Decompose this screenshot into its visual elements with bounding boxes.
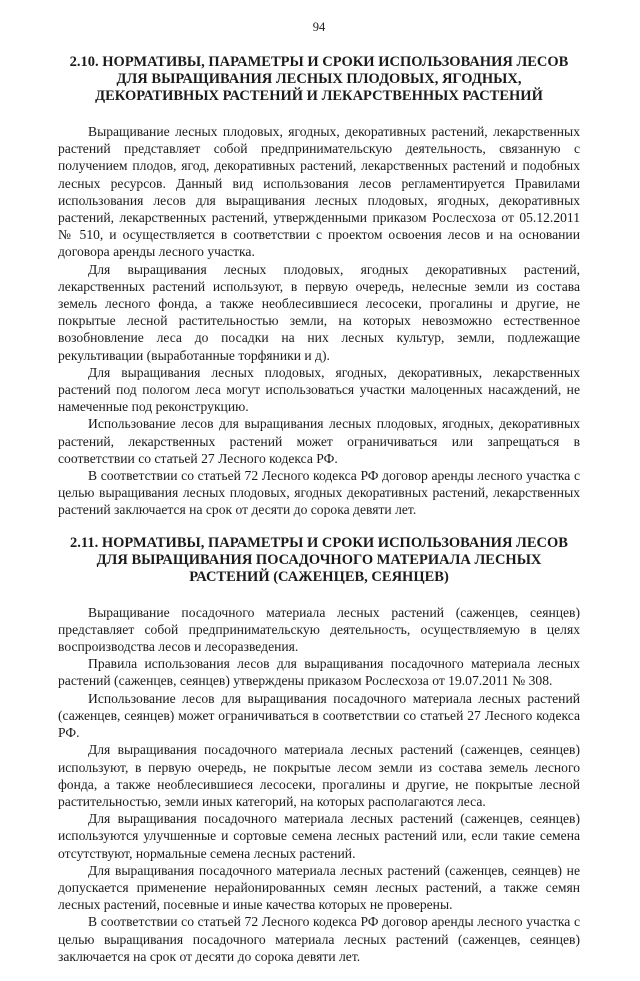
paragraph: Выращивание посадочного материала лесных растений (саженцев, сеянцев) представляет собой предпринимательскую деятельность, осуществляемую в целях воспроизводства лесов и лесоразведения. [58,604,580,655]
paragraph: Для выращивания лесных плодовых, ягодных, декоративных, лекарственных растений под пологом леса могут использоваться участки малоценных насаждений, не намеченные под реконструкцию. [58,364,580,415]
document-page [58,0,580,981]
paragraph: В соответствии со статьей 72 Лесного кодекса РФ договор аренды лесного участка с целью выращивания посадочного материала лесных растений (саженцев, сеянцев) заключается на срок от десяти до сорока девяти лет. [58,914,580,964]
paragraph: В соответствии со статьей 72 Лесного кодекса РФ договор аренды лесного участка с целью выращивания лесных плодовых, ягодных декоративных растений, лекарственных растений заключается на срок от десяти до сорока девяти лет. [58,468,580,518]
section-2-11 [58,535,580,965]
paragraph: Выращивание лесных плодовых, ягодных, декоративных растений, лекарственных растений представляет собой предпринимательскую деятельность, связанную с получением плодов, ягод, декоративных растений, лекарственных растений и подобных лесных ресурсов. Данный вид использования лесов регламентируется Правилами использования лесов для выращивания лесных плодовых, ягодных, декоративных растений, лекарственных растений, утвержденными приказом Рослесхоза от 05.12.2011 № 510, и осуществляется в соответствии с проектом освоения лесов и на основании договора аренды лесного участка. [58,124,580,260]
paragraph: Для выращивания лесных плодовых, ягодных декоративных растений, лекарственных растений используют, в первую очередь, нелесные земли из состава земель лесного фонда, а также необлесившиеся лесосеки, прогалины и другие, не покрытые лесной растительностью земли, на которых невозможно естественное возобновление леса до посадки на них лесных культур, земли, подлежащие рекультивации (выработанные торфяники и д). [58,261,580,363]
paragraph: Для выращивания посадочного материала лесных растений (саженцев, сеянцев) используют, в первую очередь, не покрытые лесом земли из состава земель лесного фонда, а также необлесившиеся лесосеки, прогалины и другие, не покрытые лесной растительностью, земли иных категорий, на которых располагаются леса. [58,742,580,809]
section-2-10 [58,54,580,519]
paragraph: Использование лесов для выращивания посадочного материала лесных растений (саженцев, сеянцев) может ограничиваться в соответствии со статьей 27 Лесного кодекса РФ. [58,690,580,741]
paragraph: Использование лесов для выращивания лесных плодовых, ягодных, декоративных растений, лекарственных растений может ограничиваться или запрещаться в соответствии со статьей 27 Лесного кодекса РФ. [58,416,580,466]
section-title: 2.10. НОРМАТИВЫ, ПАРАМЕТРЫ И СРОКИ ИСПОЛЬЗОВАНИЯ ЛЕСОВ ДЛЯ ВЫРАЩИВАНИЯ ЛЕСНЫХ ПЛОДОВЫХ, ЯГОДНЫХ, ДЕКОРАТИВНЫХ РАСТЕНИЙ И ЛЕКАРСТВЕННЫХ РАСТЕНИЙ [69,54,569,104]
page-number: 94 [312,20,326,34]
section-title: 2.11. НОРМАТИВЫ, ПАРАМЕТРЫ И СРОКИ ИСПОЛЬЗОВАНИЯ ЛЕСОВ ДЛЯ ВЫРАЩИВАНИЯ ПОСАДОЧНОГО МАТЕРИАЛА ЛЕСНЫХ РАСТЕНИЙ (САЖЕНЦЕВ, СЕЯНЦЕВ) [70,534,568,585]
paragraph: Для выращивания посадочного материала лесных растений (саженцев, сеянцев) используются улучшенные и сортовые семена лесных растений или, если такие семена отсутствуют, нормальные семена лесных растений. [58,811,580,861]
paragraph: Для выращивания посадочного материала лесных растений (саженцев, сеянцев) не допускается применение нерайонированных семян лесных растений, а также семян лесных растений, посевные и иные качества которых не проверены. [58,862,580,913]
paragraph: Правила использования лесов для выращивания посадочного материала лесных растений (саженцев, сеянцев) утверждены приказом Рослесхоза от 19.07.2011 № 308. [58,656,580,689]
